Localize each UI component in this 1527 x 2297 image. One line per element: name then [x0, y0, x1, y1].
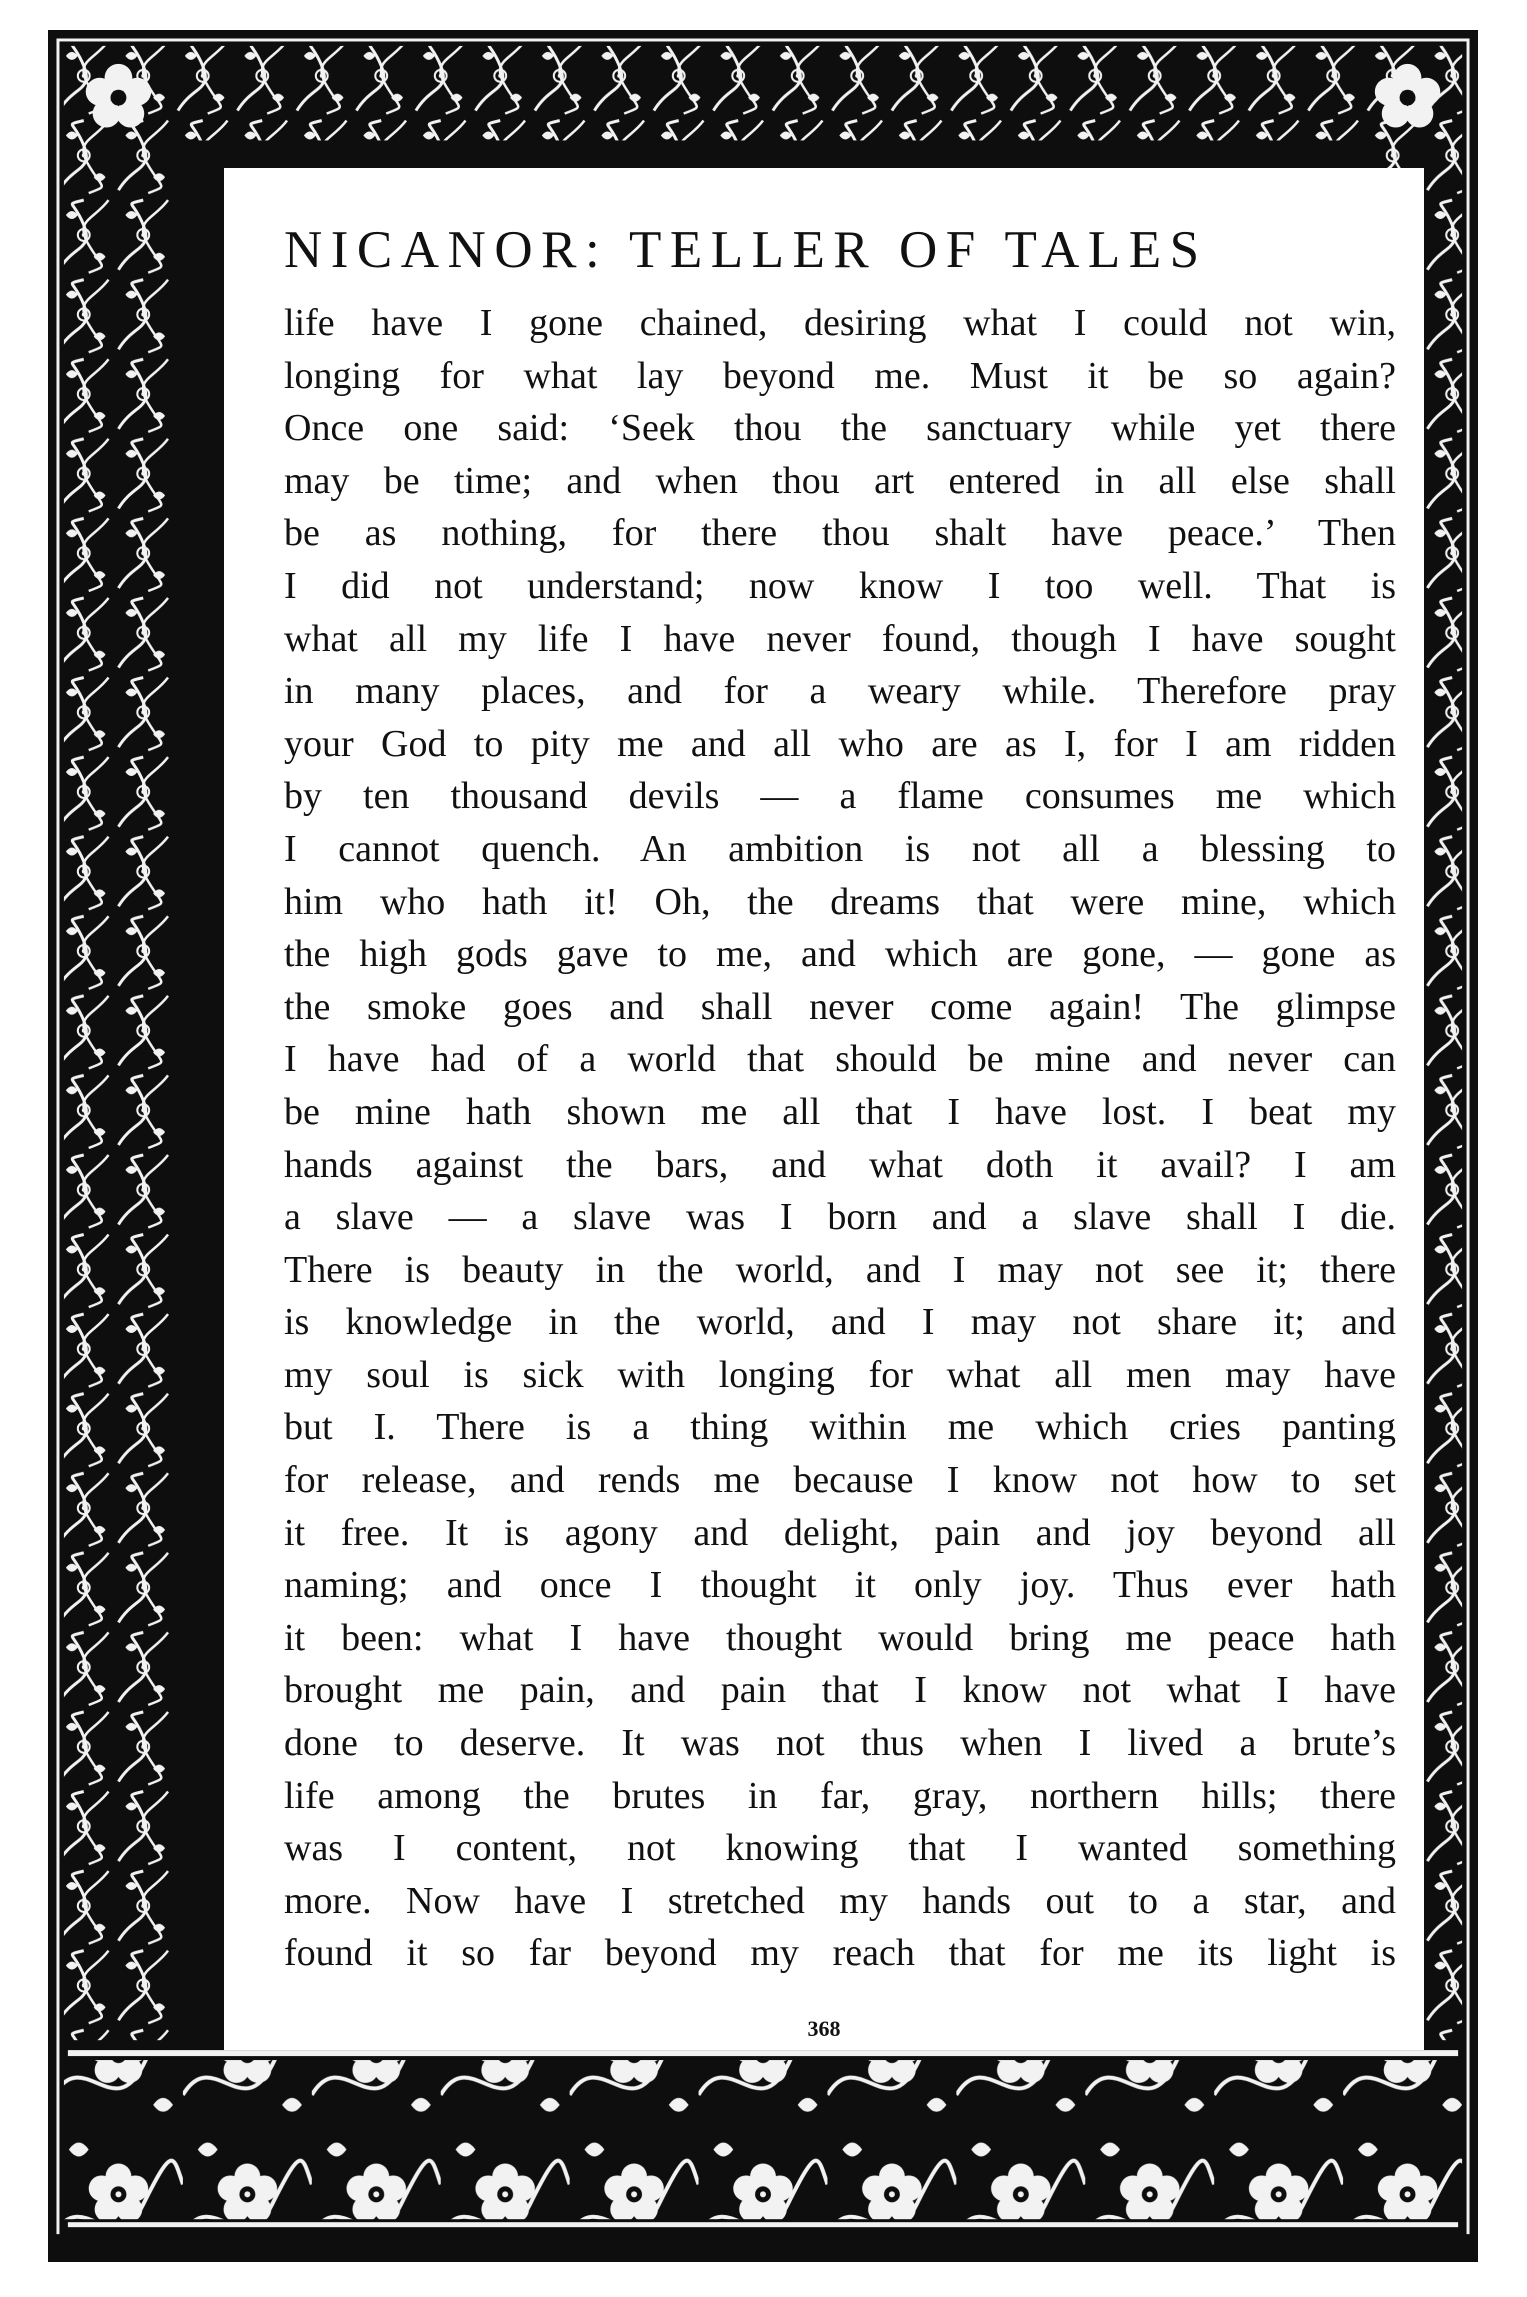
ornamental-border — [48, 30, 1478, 2262]
text-line: naming; and once I thought it only joy. Thus ever hath — [284, 1564, 1396, 1607]
text-line: life have I gone chained, desiring what I could not win, — [284, 302, 1396, 344]
body-text — [284, 297, 1396, 1980]
text-line: life among the brutes in far, gray, northern hills; there — [284, 1774, 1396, 1817]
text-line: I have had of a world that should be mine and never can — [284, 1038, 1396, 1081]
text-line: him who hath it! Oh, the dreams that were mine, which — [284, 880, 1396, 923]
text-line: the smoke goes and shall never come again! The glimpse — [284, 985, 1396, 1028]
text-line: may be time; and when thou art entered in all else shall — [284, 459, 1396, 502]
text-panel — [224, 168, 1424, 2050]
text-line: be mine hath shown me all that I have lost. I beat my — [284, 1090, 1396, 1133]
page-number: 368 — [807, 2016, 841, 2041]
text-line: by ten thousand devils — a flame consumes me which — [284, 775, 1396, 818]
text-line: longing for what lay beyond me. Must it be so again? — [284, 354, 1396, 397]
text-line: in many places, and for a weary while. Therefore pray — [284, 670, 1396, 713]
text-line: brought me pain, and pain that I know not what I have — [284, 1669, 1396, 1712]
text-line: hands against the bars, and what doth it avail? I am — [284, 1143, 1396, 1186]
text-line: Once one said: ‘Seek thou the sanctuary while yet there — [284, 407, 1396, 450]
text-line: I cannot quench. An ambition is not all a blessing to — [284, 827, 1396, 870]
text-line: more. Now have I stretched my hands out to a star, and — [284, 1879, 1396, 1922]
text-line: I did not understand; now know I too well. That is — [284, 564, 1396, 607]
text-line: done to deserve. It was not thus when I lived a brute’s — [284, 1722, 1396, 1765]
text-line: found it so far beyond my reach that for me its light is — [284, 1932, 1396, 1975]
text-line: the high gods gave to me, and which are gone, — gone as — [284, 933, 1396, 976]
text-line: but I. There is a thing within me which cries panting — [284, 1406, 1396, 1449]
text-line: your God to pity me and all who are as I, for I am ridden — [284, 722, 1396, 765]
text-line: be as nothing, for there thou shalt have peace.’ Then — [284, 512, 1396, 555]
text-line: my soul is sick with longing for what all men may have — [284, 1353, 1396, 1396]
text-line: for release, and rends me because I know not how to set — [284, 1459, 1396, 1502]
text-line: it been: what I have thought would bring me peace hath — [284, 1616, 1396, 1659]
text-line: a slave — a slave was I born and a slave shall I die. — [284, 1196, 1396, 1239]
text-line: was I content, not knowing that I wanted something — [284, 1827, 1396, 1870]
text-line: is knowledge in the world, and I may not share it; and — [284, 1301, 1396, 1344]
text-line: what all my life I have never found, though I have sought — [284, 617, 1396, 660]
page-title: NICANOR: TELLER OF TALES — [284, 221, 1208, 279]
text-line: it free. It is agony and delight, pain and joy beyond all — [284, 1511, 1396, 1554]
text-line: There is beauty in the world, and I may not see it; there — [284, 1248, 1396, 1291]
